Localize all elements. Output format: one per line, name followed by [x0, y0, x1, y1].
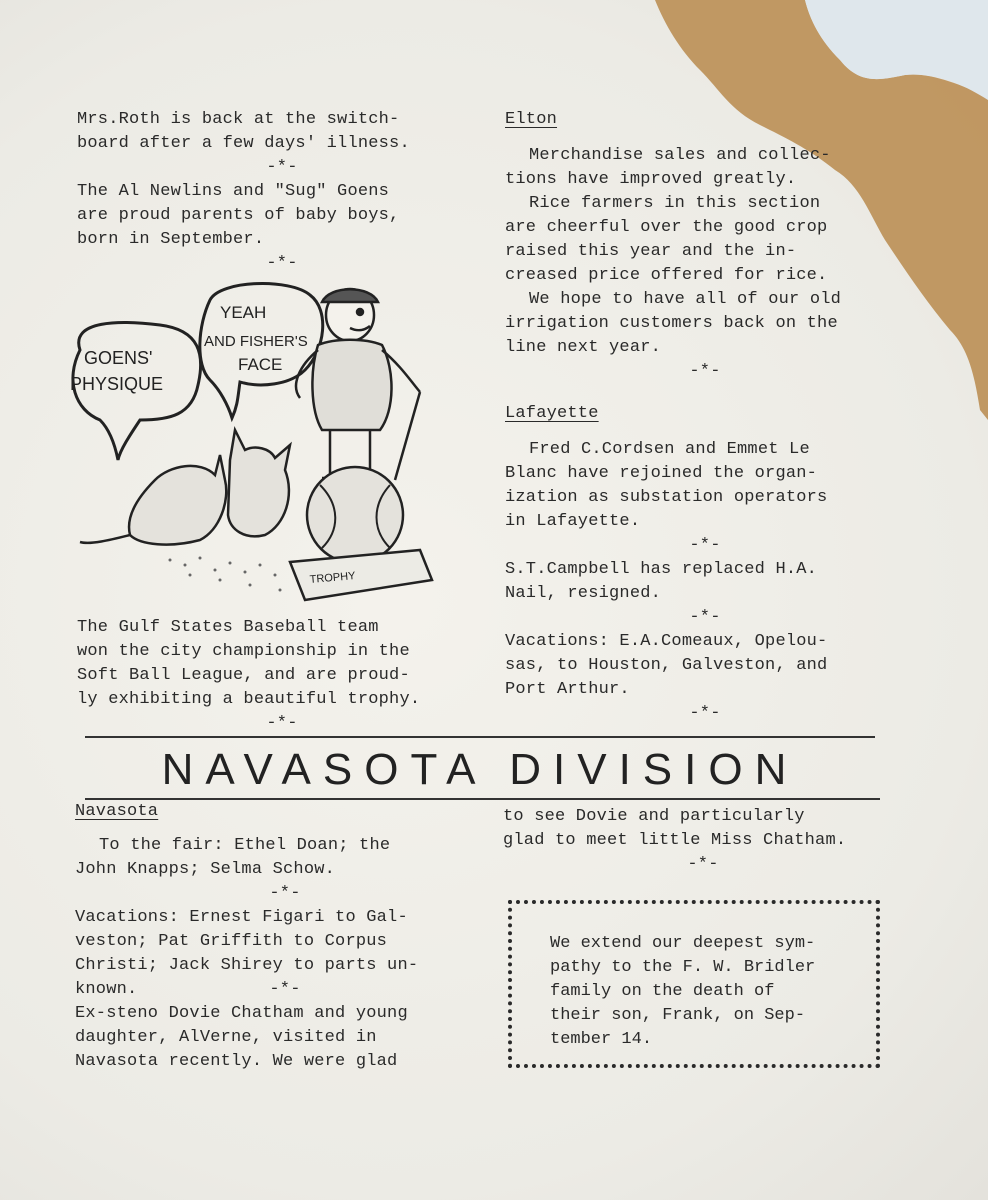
dovie-line: glad to meet little Miss Chatham. — [503, 831, 847, 850]
separator: -*- — [266, 254, 298, 273]
navasota-line: Christi; Jack Shirey to parts un- — [75, 956, 419, 975]
separator: -*- — [689, 362, 721, 381]
sympathy-line: We extend our deepest sym- — [550, 934, 816, 953]
baseball — [307, 467, 403, 563]
bubble-left-text: PHYSIQUE — [70, 374, 164, 394]
navasota-line: To the fair: Ethel Doan; the — [99, 836, 391, 855]
sympathy-box — [508, 900, 880, 1068]
newlins-note-line: are proud parents of baby boys, — [77, 206, 400, 225]
elton-line: line next year. — [505, 338, 662, 357]
elton-line: raised this year and the in- — [505, 242, 797, 261]
division-title: NAVASOTA DIVISION — [161, 745, 799, 794]
bubble-left-text: GOENS' — [84, 348, 153, 368]
section-heading-elton: Elton — [505, 110, 558, 129]
navasota-line: Navasota recently. We were glad — [75, 1052, 398, 1071]
elton-line: Merchandise sales and collec- — [529, 146, 831, 165]
navasota-column — [75, 800, 495, 1074]
navasota-right-column — [503, 805, 923, 877]
separator: -*- — [689, 608, 721, 627]
roth-note-line: board after a few days' illness. — [77, 134, 410, 153]
lafayette-line: ization as substation operators — [505, 488, 828, 507]
baseball-note-line: ly exhibiting a beautiful trophy. — [77, 690, 421, 709]
left-column-top — [77, 108, 487, 276]
lafayette-line: in Lafayette. — [505, 512, 641, 531]
elton-line: are cheerful over the good crop — [505, 218, 828, 237]
lafayette-line: Nail, resigned. — [505, 584, 662, 603]
baseball-note-line: won the city championship in the — [77, 642, 410, 661]
ground-shading — [169, 557, 282, 592]
navasota-line: known. — [75, 980, 138, 999]
section-heading-navasota: Navasota — [75, 802, 159, 821]
dovie-line: to see Dovie and particularly — [503, 807, 805, 826]
elton-line: We hope to have all of our old — [529, 290, 842, 309]
sympathy-line: family on the death of — [550, 982, 775, 1001]
elton-line: Rice farmers in this section — [529, 194, 821, 213]
separator: -*- — [687, 855, 719, 874]
navasota-line: veston; Pat Griffith to Corpus — [75, 932, 388, 951]
sympathy-line: their son, Frank, on Sep- — [550, 1006, 806, 1025]
roth-note-line: Mrs.Roth is back at the switch- — [77, 110, 400, 129]
navasota-line: Ex-steno Dovie Chatham and young — [75, 1004, 408, 1023]
right-column-top — [505, 108, 905, 726]
navasota-line: John Knapps; Selma Schow. — [75, 860, 336, 879]
sympathy-line: tember 14. — [550, 1030, 653, 1049]
newlins-note-line: born in September. — [77, 230, 265, 249]
baseball-player — [296, 289, 420, 480]
division-rule-top — [85, 736, 875, 738]
lafayette-line: Blanc have rejoined the organ- — [505, 464, 818, 483]
separator: -*- — [689, 536, 721, 555]
bubble-right-text: AND FISHER'S — [204, 333, 308, 350]
left-column-bottom — [77, 616, 487, 736]
lafayette-line: sas, to Houston, Galveston, and — [505, 656, 828, 675]
section-heading-lafayette: Lafayette — [505, 404, 599, 423]
bubble-right-text: FACE — [238, 355, 283, 374]
lafayette-line: Fred C.Cordsen and Emmet Le — [529, 440, 810, 459]
separator: -*- — [689, 704, 721, 723]
navasota-line: daughter, AlVerne, visited in — [75, 1028, 377, 1047]
separator: -*- — [269, 980, 301, 999]
baseball-cartoon — [60, 280, 460, 620]
baseball-note-line: Soft Ball League, and are proud- — [77, 666, 410, 685]
separator: -*- — [266, 714, 298, 733]
separator: -*- — [269, 884, 301, 903]
lafayette-line: Vacations: E.A.Comeaux, Opelou- — [505, 632, 828, 651]
bubble-right-text: YEAH — [220, 303, 267, 322]
trophy-label: TROPHY — [309, 570, 356, 586]
elton-line: irrigation customers back on the — [505, 314, 838, 333]
elton-line: tions have improved greatly. — [505, 170, 797, 189]
lafayette-line: Port Arthur. — [505, 680, 630, 699]
dogs — [80, 430, 290, 545]
sympathy-line: pathy to the F. W. Bridler — [550, 958, 816, 977]
separator: -*- — [266, 158, 298, 177]
lafayette-line: S.T.Campbell has replaced H.A. — [505, 560, 818, 579]
navasota-line: Vacations: Ernest Figari to Gal- — [75, 908, 408, 927]
elton-line: creased price offered for rice. — [505, 266, 828, 285]
baseball-note-line: The Gulf States Baseball team — [77, 618, 379, 637]
newlins-note-line: The Al Newlins and "Sug" Goens — [77, 182, 390, 201]
